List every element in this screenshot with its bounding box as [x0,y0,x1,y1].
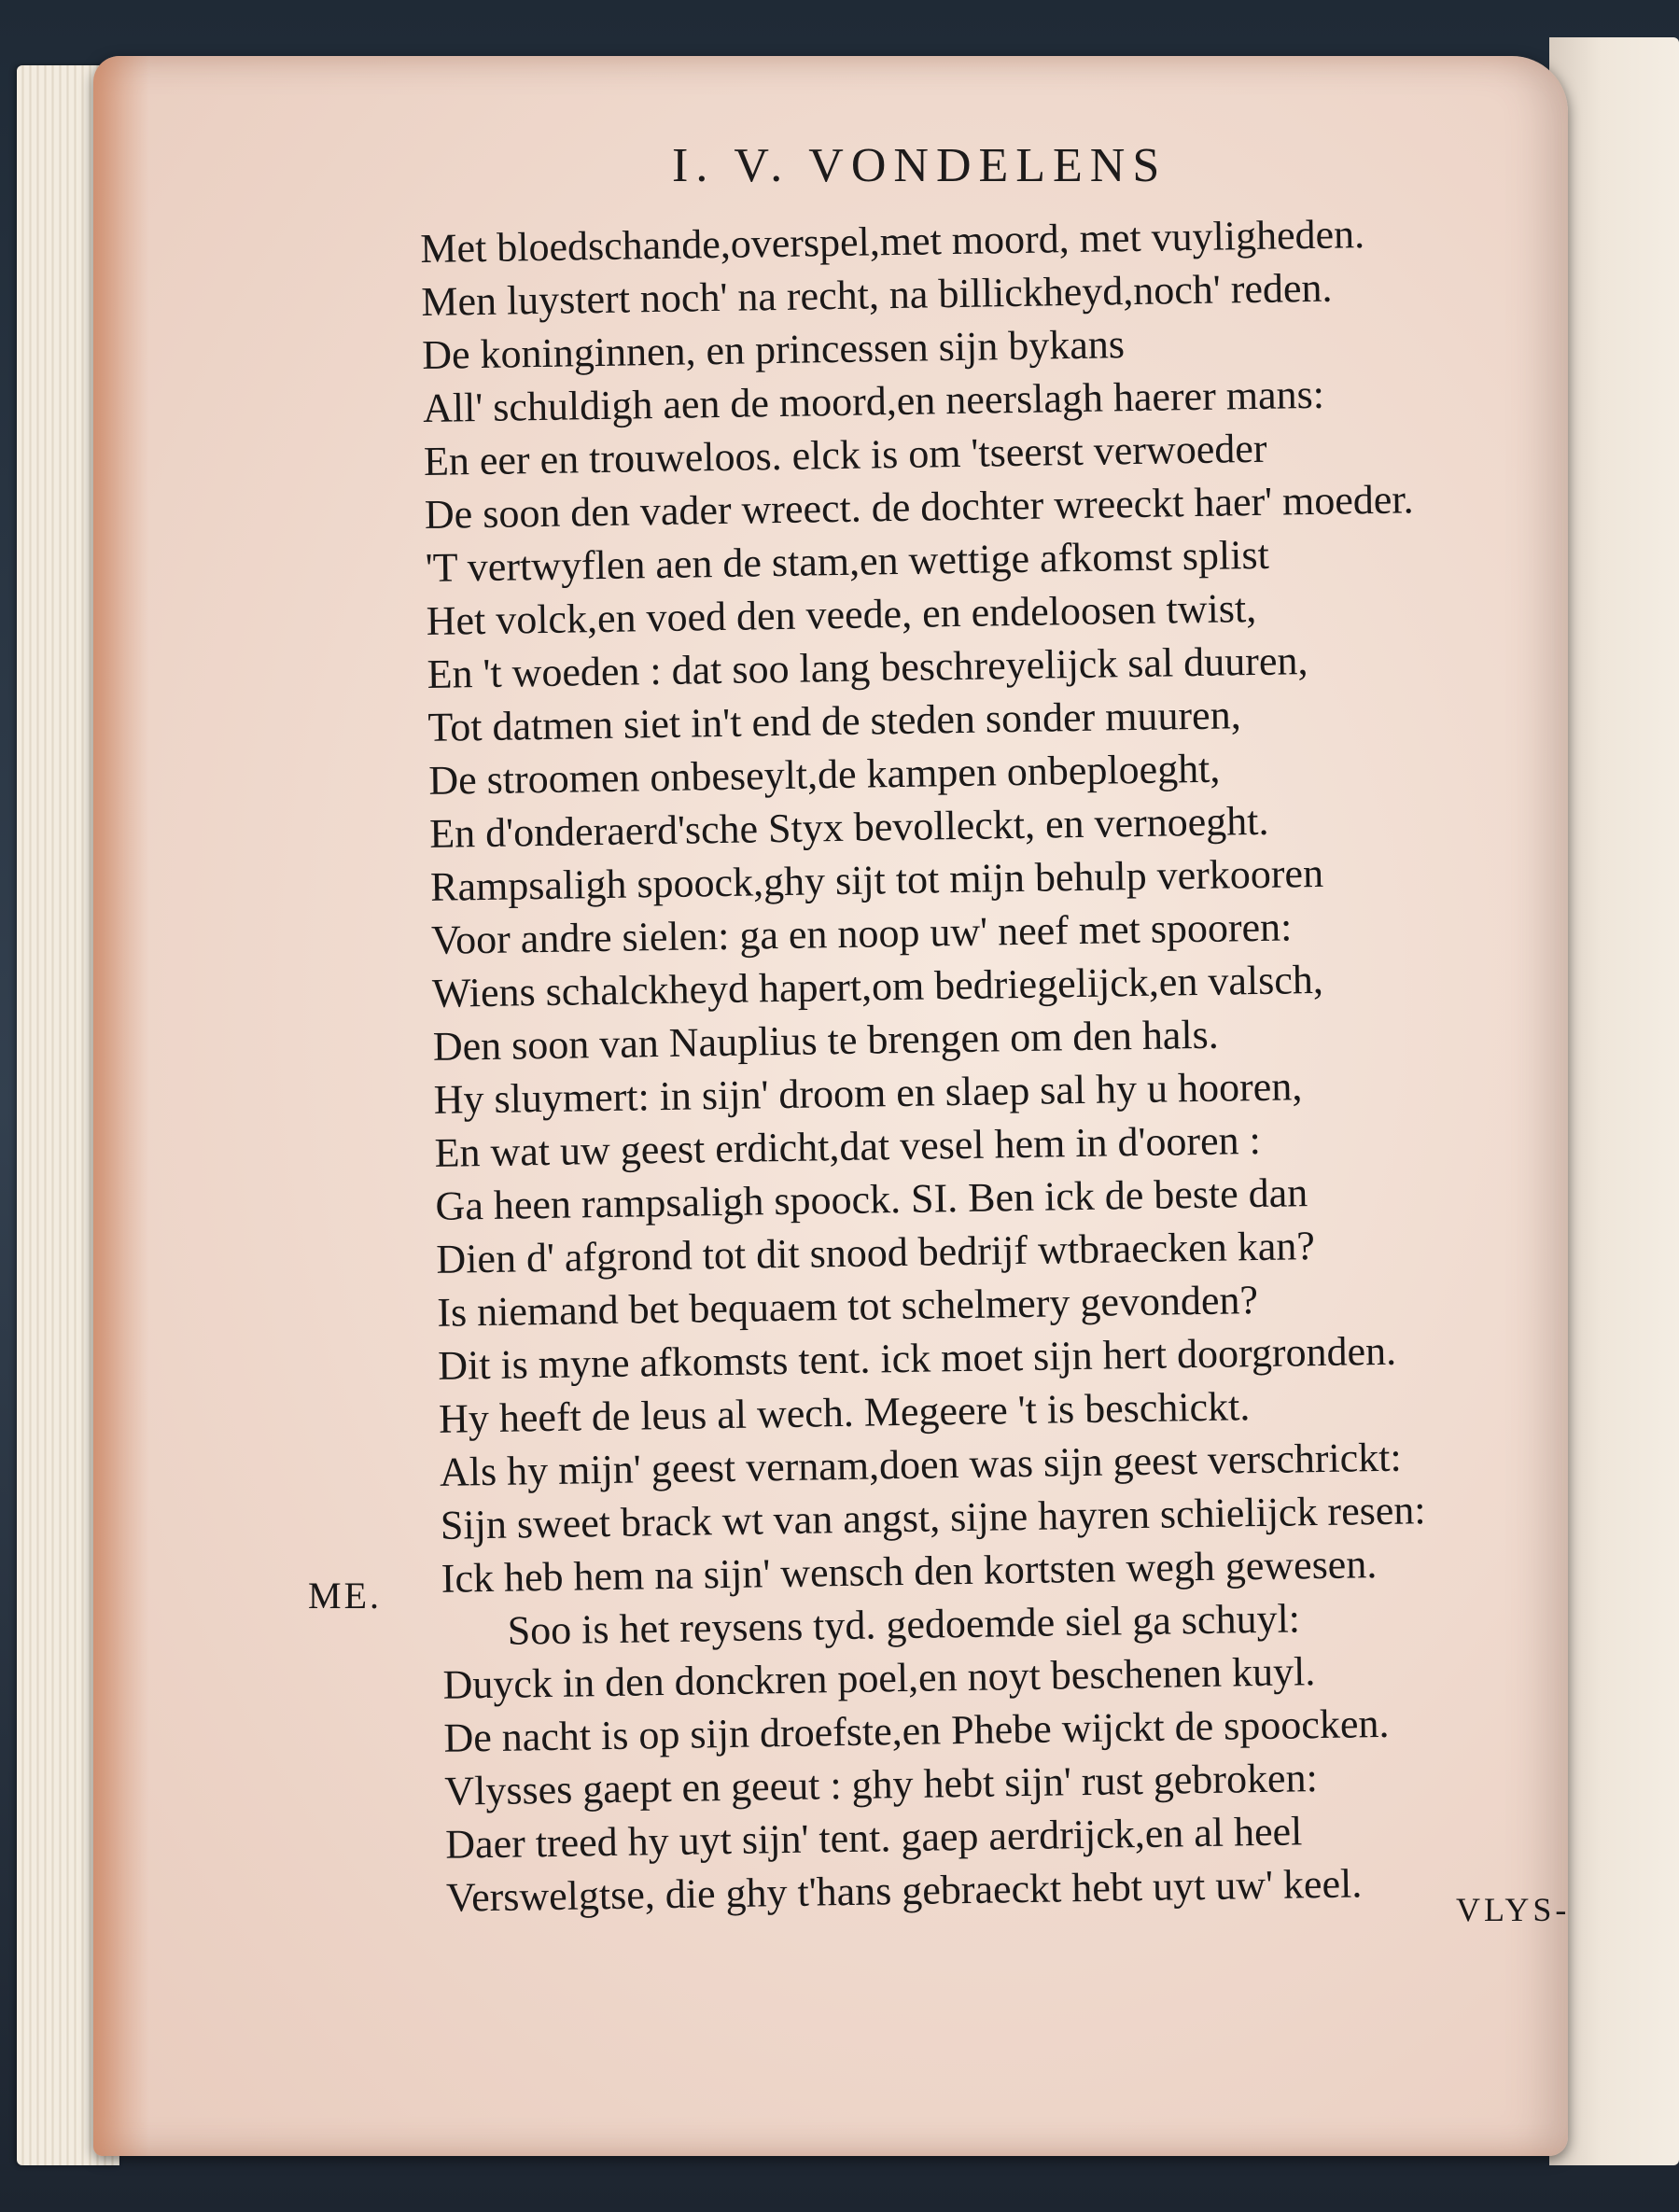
verse-line: De nacht is op sijn droefste,en Phebe wijckt de spoocken. [443,1700,1390,1761]
verse-line: De koninginnen, en princessen sijn bykans [421,321,1126,378]
verse-line: Voor andre sielen: ga en noop uw' neef met spooren: [430,903,1293,963]
verse-line: All' schuldigh aen de moord,en neerslagh haerer mans: [422,371,1325,431]
verse-line: Het volck,en voed den veede, en endeloosen twist, [426,584,1257,644]
page-stain [93,56,149,2156]
verse-line: Duyck in den donckren poel,en noyt beschenen kuyl. [442,1648,1316,1708]
verse-line: En 't woeden : dat soo lang beschreyelijck sal duuren, [427,637,1308,697]
verse-line: De soon den vader wreect. de dochter wreeckt haer' moeder. [424,476,1414,538]
verse-line: 'T vertwyflen aen de stam,en wettige afkomst splist [425,531,1270,591]
verse-line: Den soon van Nauplius te brengen om den hals. [432,1011,1220,1070]
catchword: VLYS- [1456,1891,1571,1928]
speaker-label: ME. [308,1575,382,1617]
verse-line: Sijn sweet brack wt van angst, sijne hayren schielijck resen: [440,1487,1426,1548]
verse-line: Men luystert noch' na recht, na billickheyd,noch' reden. [420,264,1333,325]
verse-line: Dit is myne afkomsts tent. ick moet sijn hert doorgronden. [437,1327,1397,1389]
verse-line: Tot datmen siet in't end de steden sonder muuren, [427,692,1241,750]
verse-line: Hy heeft de leus al wech. Megeere 't is beschickt. [438,1383,1251,1442]
verse-text [420,204,1594,1925]
verse-line: Is niemand bet bequaem tot schelmery gevonden? [436,1277,1259,1336]
verse-line: Verswelgtse, die ghy t'hans gebraeckt hebt uyt uw' keel. [445,1860,1363,1921]
verse-line: De stroomen onbeseylt,de kampen onbeploeght, [428,745,1221,804]
verse-line: Met bloedschande,overspel,met moord, met vuyligheden. [420,211,1365,272]
verse-line: En d'onderaerd'sche Styx bevolleckt, en vernoeght. [428,797,1269,857]
verse-line: Wiens schalckheyd hapert,om bedriegelijck,en valsch, [431,956,1324,1016]
verse-line: Hy sluymert: in sijn' droom en slaep sal hy u hooren, [433,1063,1303,1123]
verse-line: Rampsaligh spoock,ghy sijt tot mijn behulp verkooren [429,849,1324,910]
verse-line: Daer treed hy uyt sijn' tent. gaep aerdrijck,en al heel [444,1808,1303,1868]
verse-line: En wat uw geest erdicht,dat vesel hem in d'ooren : [434,1116,1262,1176]
verse-line: Dien d' afgrond tot dit snood bedrijf wtbraecken kan? [436,1223,1316,1282]
running-title: I. V. VONDELENS [672,139,1168,192]
verse-line: Ick heb hem na sijn' wensch den kortsten wegh gewesen. [441,1541,1378,1602]
verse-line: En eer en trouweloos. elck is om 'tseerst verwoeder [423,425,1267,484]
verse-line: Soo is het reysens tyd. gedoemde siel ga schuyl: [507,1595,1301,1654]
verse-line: Vlysses gaept en geeut : ghy hebt sijn' rust gebroken: [444,1755,1319,1814]
verse-line: Als hy mijn' geest vernam,doen was sijn geest verschrickt: [439,1434,1403,1495]
verse-line: Ga heen rampsaligh spoock. SI. Ben ick de beste dan [435,1169,1308,1229]
